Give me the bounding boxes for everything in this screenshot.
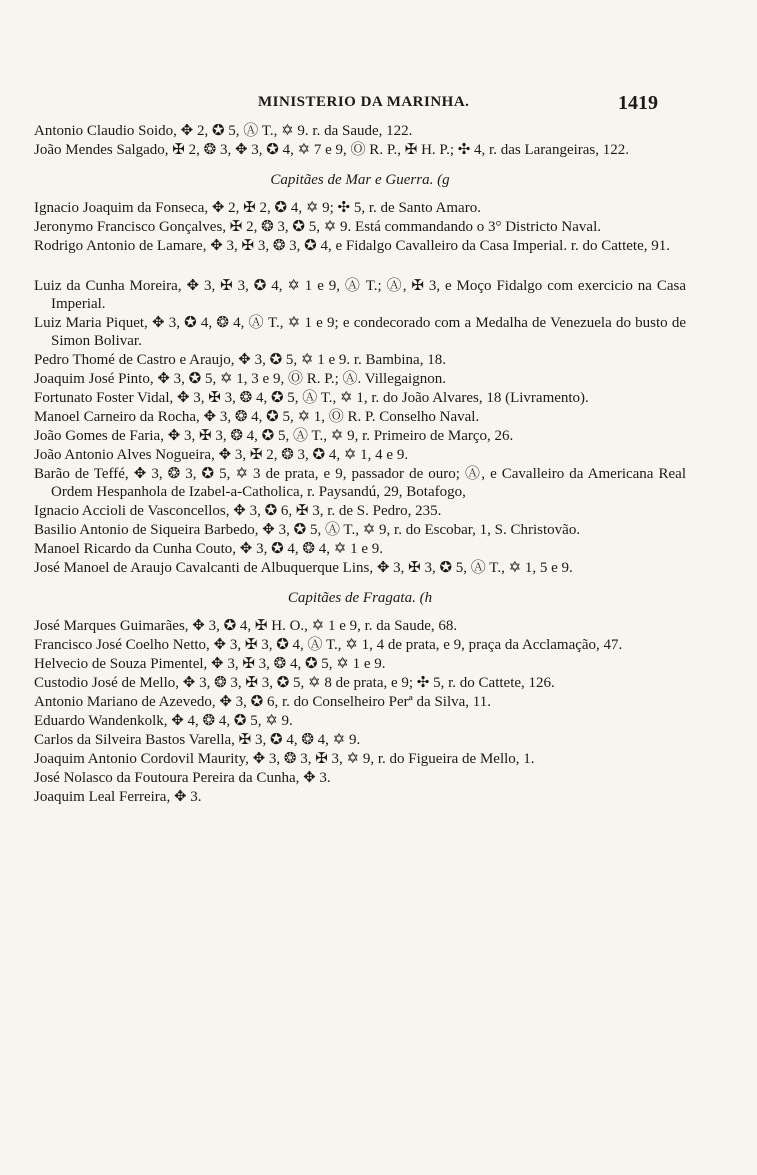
section-heading-capitaes-de-mar-e-guerra: Capitães de Mar e Guerra. (g: [270, 172, 450, 188]
entry: Luiz Maria Piquet, ✥ 3, ✪ 4, ❂ 4, Ⓐ T., ✡ 1 e 9; e condecorado com a Medalha de Venezuela do busto de Simon Bolivar.: [34, 315, 686, 349]
entry: José Marques Guimarães, ✥ 3, ✪ 4, ✠ H. O., ✡ 1 e 9, r. da Saude, 68.: [34, 618, 458, 634]
entry: Fortunato Foster Vidal, ✥ 3, ✠ 3, ❂ 4, ✪ 5, Ⓐ T., ✡ 1, r. do João Alvares, 18 (Livramento).: [34, 390, 589, 406]
entry-list-top: [34, 122, 686, 159]
entry: Barão de Teffé, ✥ 3, ❂ 3, ✪ 5, ✡ 3 de prata, e 9, passador de ouro; Ⓐ, e Cavalleiro da Americana Real Ordem Hespanhola de Izabel-a-Catholica, r. Paysandú, 29, Botafogo,: [34, 466, 686, 500]
entry: Basilio Antonio de Siqueira Barbedo, ✥ 3, ✪ 5, Ⓐ T., ✡ 9, r. do Escobar, 1, S. Christovão.: [34, 522, 581, 538]
entry-list-mar-e-guerra-1: [34, 199, 686, 255]
page-number: 1419: [618, 92, 658, 114]
entry: Jeronymo Francisco Gonçalves, ✠ 2, ❂ 3, ✪ 5, ✡ 9. Está commandando o 3° Districto Naval.: [34, 219, 601, 235]
entry: Pedro Thomé de Castro e Araujo, ✥ 3, ✪ 5, ✡ 1 e 9. r. Bambina, 18.: [34, 352, 446, 368]
running-title: MINISTERIO DA MARINHA.: [258, 94, 470, 110]
page-header: [0, 92, 757, 116]
entry: Custodio José de Mello, ✥ 3, ❂ 3, ✠ 3, ✪ 5, ✡ 8 de prata, e 9; ✣ 5, r. do Cattete, 126.: [34, 675, 555, 691]
entry: Rodrigo Antonio de Lamare, ✥ 3, ✠ 3, ❂ 3, ✪ 4, e Fidalgo Cavalleiro da Casa Imperial. r. do Cattete, 91.: [34, 238, 670, 254]
entry: Ignacio Joaquim da Fonseca, ✥ 2, ✠ 2, ✪ 4, ✡ 9; ✣ 5, r. de Santo Amaro.: [34, 200, 481, 216]
entry: José Nolasco da Foutoura Pereira da Cunha, ✥ 3.: [34, 770, 331, 786]
entry: Antonio Claudio Soido, ✥ 2, ✪ 5, Ⓐ T., ✡ 9. r. da Saude, 122.: [34, 123, 413, 139]
entry: Manoel Ricardo da Cunha Couto, ✥ 3, ✪ 4, ❂ 4, ✡ 1 e 9.: [34, 541, 383, 557]
entry: Joaquim Leal Ferreira, ✥ 3.: [34, 789, 202, 805]
entry: Joaquim Antonio Cordovil Maurity, ✥ 3, ❂ 3, ✠ 3, ✡ 9, r. do Figueira de Mello, 1.: [34, 751, 535, 767]
entry: Francisco José Coelho Netto, ✥ 3, ✠ 3, ✪ 4, Ⓐ T., ✡ 1, 4 de prata, e 9, praça da Acclamação, 47.: [34, 637, 623, 653]
entry: João Gomes de Faria, ✥ 3, ✠ 3, ❂ 4, ✪ 5, Ⓐ T., ✡ 9, r. Primeiro de Março, 26.: [34, 428, 514, 444]
entry: João Antonio Alves Nogueira, ✥ 3, ✠ 2, ❂ 3, ✪ 4, ✡ 1, 4 e 9.: [34, 447, 409, 463]
entry: Antonio Mariano de Azevedo, ✥ 3, ✪ 6, r. do Conselheiro Perª da Silva, 11.: [34, 694, 491, 710]
entry: José Manoel de Araujo Cavalcanti de Albuquerque Lins, ✥ 3, ✠ 3, ✪ 5, Ⓐ T., ✡ 1, 5 e 9.: [34, 560, 573, 576]
section-gap: [34, 255, 686, 277]
section-heading-capitaes-de-fragata: Capitães de Fragata. (h: [287, 590, 433, 606]
entry: Eduardo Wandenkolk, ✥ 4, ❂ 4, ✪ 5, ✡ 9.: [34, 713, 293, 729]
entry: Helvecio de Souza Pimentel, ✥ 3, ✠ 3, ❂ 4, ✪ 5, ✡ 1 e 9.: [34, 656, 386, 672]
entry-list-mar-e-guerra-2: [34, 277, 686, 577]
entry: João Mendes Salgado, ✠ 2, ❂ 3, ✥ 3, ✪ 4, ✡ 7 e 9, Ⓞ R. P., ✠ H. P.; ✣ 4, r. das Larangeiras, 122.: [34, 142, 630, 158]
entry: Carlos da Silveira Bastos Varella, ✠ 3, ✪ 4, ❂ 4, ✡ 9.: [34, 732, 361, 748]
entry: Luiz da Cunha Moreira, ✥ 3, ✠ 3, ✪ 4, ✡ 1 e 9, Ⓐ T.; Ⓐ, ✠ 3, e Moço Fidalgo com exercicio na Casa Imperial.: [34, 278, 686, 312]
entry: Manoel Carneiro da Rocha, ✥ 3, ❂ 4, ✪ 5, ✡ 1, Ⓞ R. P. Conselho Naval.: [34, 409, 480, 425]
page-body: [34, 122, 686, 806]
entry: Ignacio Accioli de Vasconcellos, ✥ 3, ✪ 6, ✠ 3, r. de S. Pedro, 235.: [34, 503, 442, 519]
entry-list-fragata: [34, 617, 686, 806]
entry: Joaquim José Pinto, ✥ 3, ✪ 5, ✡ 1, 3 e 9, Ⓞ R. P.; Ⓐ. Villegaignon.: [34, 371, 446, 387]
